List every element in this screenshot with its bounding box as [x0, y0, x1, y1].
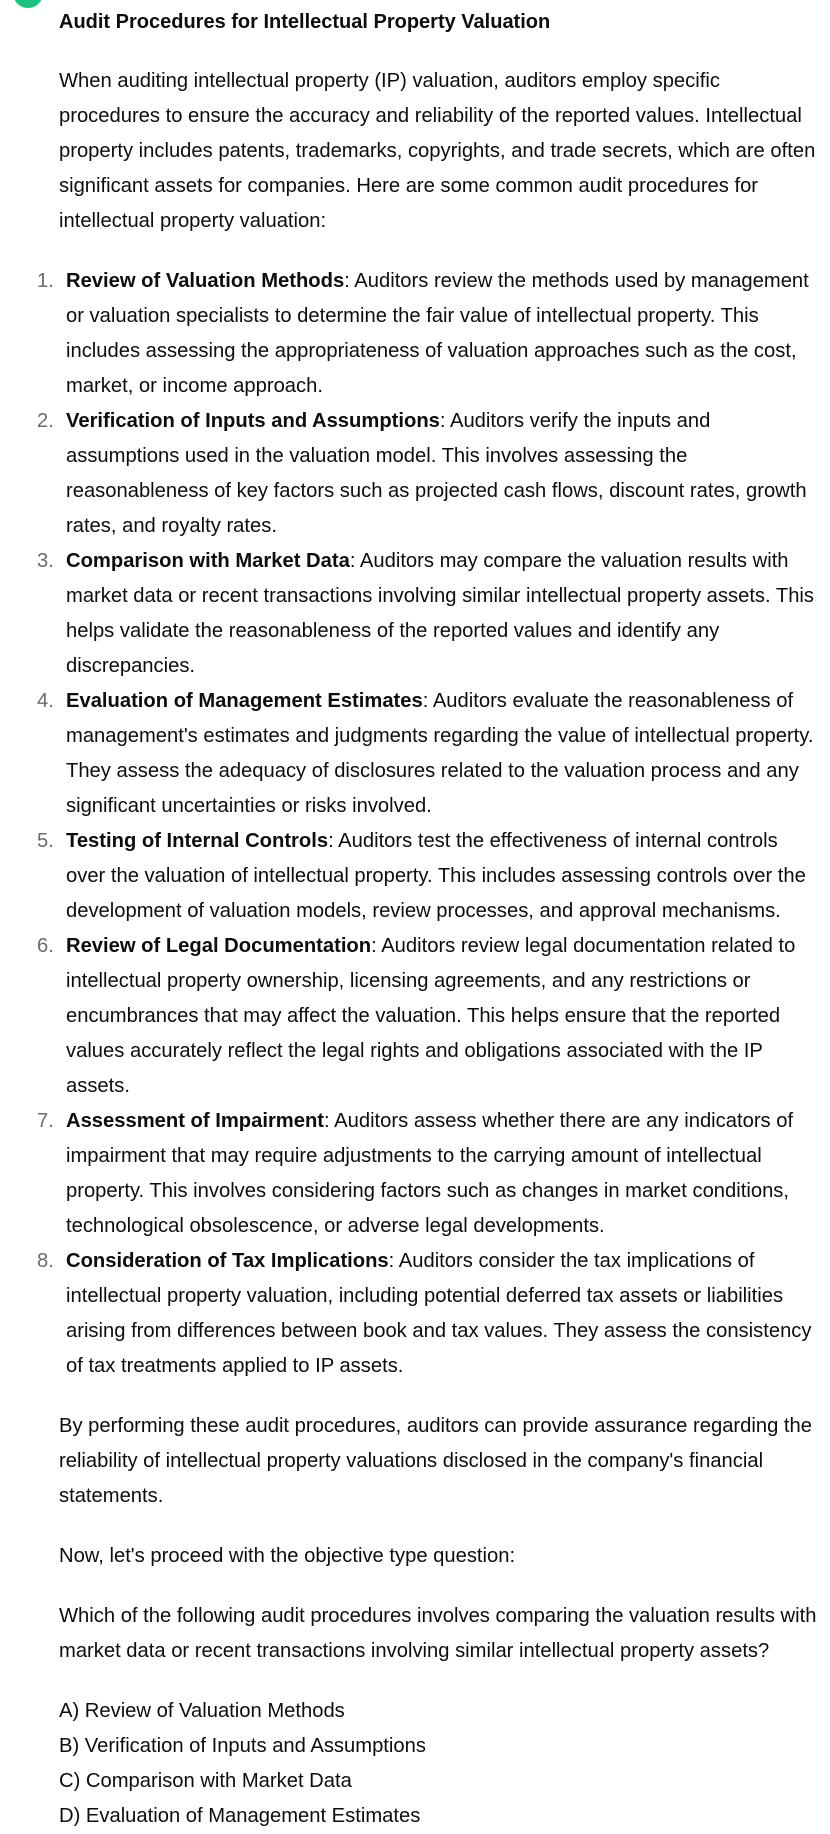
intro-paragraph: When auditing intellectual property (IP) valuation, auditors employ specific procedures to ensure the accuracy and reliability of the reported values. Intellectual property includes patents, trademarks, copyrights, and trade secrets, which are often significant assets for companies. Here are some common audit procedures for intellectual property valuation:: [59, 70, 816, 232]
message-title: Audit Procedures for Intellectual Property Valuation: [59, 11, 551, 33]
list-item: [37, 824, 819, 929]
question-paragraph: Which of the following audit procedures involves comparing the valuation results with market data or recent transactions involving similar intellectual property assets?: [59, 1605, 817, 1662]
list-item-number: 6.: [37, 935, 54, 957]
list-item-number: 5.: [37, 830, 54, 852]
transition-paragraph: Now, let's proceed with the objective type question:: [59, 1545, 516, 1567]
list-item-term: Evaluation of Management Estimates: [66, 690, 423, 712]
list-item-term: Testing of Internal Controls: [66, 830, 329, 852]
conclusion-paragraph: By performing these audit procedures, auditors can provide assurance regarding the reliability of intellectual property valuations disclosed in the company's financial statements.: [59, 1415, 812, 1507]
list-item-number: 7.: [37, 1110, 54, 1132]
list-item-text: : Auditors evaluate the reasonableness of management's estimates and judgments regarding the value of intellectual property. They assess the adequacy of disclosures related to the valuation process and any significant uncertainties or risks involved.: [66, 690, 814, 817]
list-item-term: Consideration of Tax Implications: [66, 1250, 389, 1272]
list-item-text: : Auditors consider the tax implications of intellectual property valuation, including potential deferred tax assets or liabilities arising from differences between book and tax values. They assess the consistency of tax treatments applied to IP assets.: [66, 1250, 812, 1377]
list-item-text: : Auditors may compare the valuation results with market data or recent transactions involving similar intellectual property assets. This helps validate the reasonableness of the reported values and identify any discrepancies.: [66, 550, 815, 677]
procedures-list: [37, 264, 819, 1384]
list-item-text: : Auditors verify the inputs and assumptions used in the valuation model. This involves assessing the reasonableness of key factors such as projected cash flows, discount rates, growth rates, and royalty rates.: [66, 410, 807, 537]
list-item-number: 8.: [37, 1250, 54, 1272]
option-b: B) Verification of Inputs and Assumptions: [59, 1735, 426, 1757]
option-c: C) Comparison with Market Data: [59, 1770, 352, 1792]
list-item-term: Comparison with Market Data: [66, 550, 350, 572]
list-item: [37, 264, 819, 404]
list-item: [37, 1104, 819, 1244]
list-item-term: Review of Legal Documentation: [66, 935, 372, 957]
list-item: [37, 684, 819, 824]
list-item-text: : Auditors review legal documentation related to intellectual property ownership, licensing agreements, and any restrictions or encumbrances that may affect the valuation. This helps ensure that the reported values accurately reflect the legal rights and obligations associated with the IP assets.: [66, 935, 796, 1097]
list-item-text: : Auditors assess whether there are any indicators of impairment that may require adjustments to the carrying amount of intellectual property. This involves considering factors such as changes in market conditions, technological obsolescence, or adverse legal developments.: [66, 1110, 794, 1237]
list-item-text: : Auditors test the effectiveness of internal controls over the valuation of intellectual property. This includes assessing controls over the development of valuation models, review processes, and approval mechanisms.: [66, 830, 806, 922]
option-a: A) Review of Valuation Methods: [59, 1700, 345, 1722]
list-item-term: Verification of Inputs and Assumptions: [66, 410, 440, 432]
list-item-number: 4.: [37, 690, 54, 712]
assistant-avatar-icon: [13, 0, 43, 8]
list-item-number: 3.: [37, 550, 54, 572]
list-item-number: 1.: [37, 270, 54, 292]
list-item-text: : Auditors review the methods used by management or valuation specialists to determine the fair value of intellectual property. This includes assessing the appropriateness of valuation approaches such as the cost, market, or income approach.: [66, 270, 809, 397]
answer-options: [59, 1694, 819, 1834]
list-item-term: Assessment of Impairment: [66, 1110, 325, 1132]
option-d: D) Evaluation of Management Estimates: [59, 1805, 421, 1827]
list-item: [37, 1244, 819, 1384]
list-item: [37, 404, 819, 544]
list-item-number: 2.: [37, 410, 54, 432]
list-item: [37, 544, 819, 684]
list-item: [37, 929, 819, 1104]
list-item-term: Review of Valuation Methods: [66, 270, 345, 292]
assistant-message: [37, 8, 819, 1834]
